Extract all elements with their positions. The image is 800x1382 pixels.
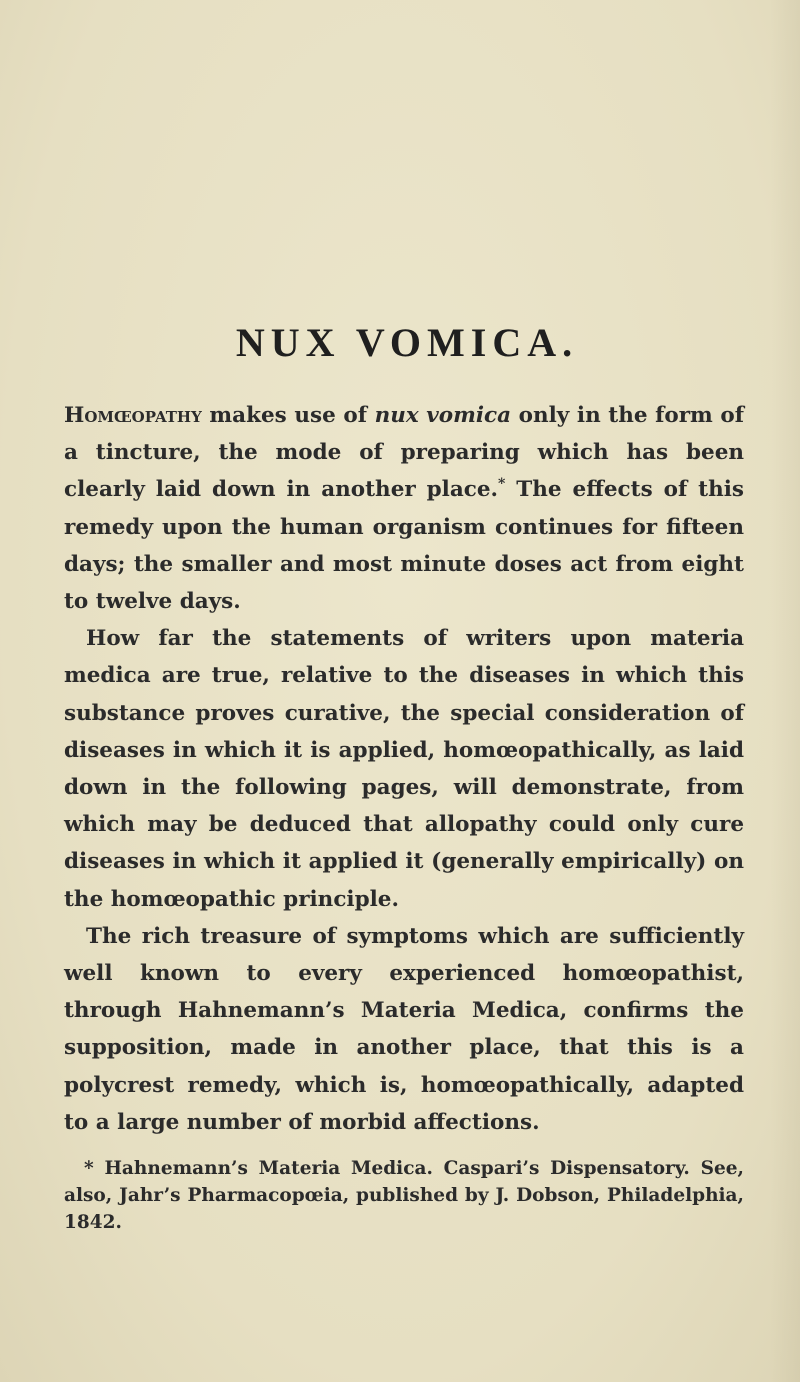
p1-text-b: only in the form of a tincture, the mode of preparing which has been clearly laid down in another place. bbox=[64, 403, 745, 503]
footnote-marker: * bbox=[498, 476, 506, 493]
p1-text-a: makes use of bbox=[201, 403, 375, 428]
paragraph-2: How far the statements of writers upon materia medica are true, relative to the diseases in which this substance proves curative, the special consideration of diseases in which it is applied, homœopathically, as laid down in the following pages, will demonstrate, from which may be deduced that allopathy could only cure diseases in which it applied it (generally empirically) on the homœopathic principle. bbox=[64, 626, 744, 912]
page-text bbox=[64, 315, 744, 1255]
lead-word: Homœopathy bbox=[64, 403, 202, 428]
p1-text-c: The effects of this remedy upon the human organism continues for fifteen days; the smaller and most minute doses act from eight to twelve days. bbox=[64, 477, 744, 615]
p1-italic: nux vomica bbox=[374, 403, 512, 428]
footnote: * Hahnemann’s Materia Medica. Caspari’s Dispensatory. See, also, Jahr’s Pharmacopœia, published by J. Dobson, Philadelphia, 1842. bbox=[64, 1158, 744, 1234]
paragraph-1 bbox=[64, 397, 744, 620]
paragraph-3: The rich treasure of symptoms which are sufficiently well known to every experienced homœopathist, through Hahnemann’s Materia Medica, confirms the supposition, made in another place, that this is a polycrest remedy, which is, homœopathically, adapted to a large number of morbid affections. bbox=[64, 923, 744, 1135]
page-title: NUX VOMICA. bbox=[235, 320, 579, 365]
